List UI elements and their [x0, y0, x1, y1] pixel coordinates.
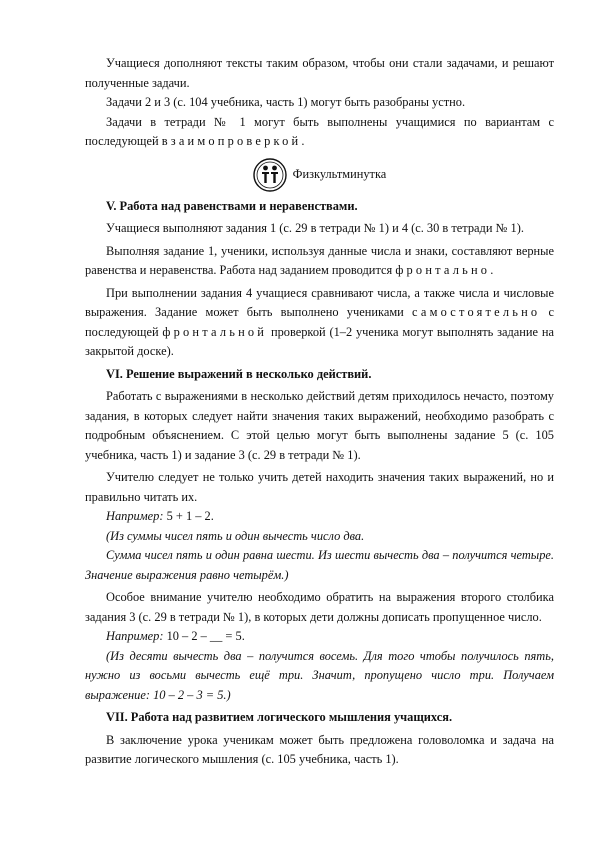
text-fragment: .: [490, 263, 494, 277]
text-fragment: проверкой (1–2 ученика могут выполнять задание на закрытой доске).: [85, 324, 554, 358]
spaced-term: фронтальной: [162, 324, 268, 339]
spaced-term: фронтально: [395, 263, 491, 277]
section-heading-5: V. Работа над равенствами и неравенствами.: [106, 198, 358, 213]
section-heading-6: VI. Решение выражений в несколько действий.: [106, 366, 372, 381]
paragraph-section5-task1: [85, 242, 554, 281]
example-expression: 5 + 1 – 2.: [163, 509, 214, 523]
example-2-note: (Из десяти вычесть два – получится восемь. Для того чтобы получилось пять, нужно из восьми вычесть ещё три. Значит, пропущено число три. Получаем выражение: 10 – 2 – 3 = 5.): [85, 648, 554, 702]
text-fragment: Задачи в тетради № 1 могут быть выполнены учащимися по вариантам с последующей: [85, 114, 554, 148]
two-people-icon: [253, 158, 287, 192]
physical-break-banner: [85, 155, 554, 195]
paragraph-section5-tasks: Учащиеся выполняют задания 1 (с. 29 в тетради № 1) и 4 (с. 30 в тетради № 1).: [106, 221, 524, 235]
example-2: [85, 627, 554, 647]
paragraph-workbook-tasks: [85, 113, 554, 152]
example-expression: 10 – 2 – __ = 5.: [163, 629, 245, 643]
paragraph-section6-reading: Учителю следует не только учить детей находить значения таких выражений, но и правильно читать их.: [85, 470, 554, 504]
text-fragment: При выполнении задания 4 учащиеся сравнивают числа, а также числа и числовые выражения. Задание может быть выполнено учениками: [85, 285, 554, 319]
paragraph-section5-task4: [85, 284, 554, 362]
example-1-note-2: Сумма чисел пять и один равна шести. Из шести вычесть два – получится четыре. Значение выражения равно четырём.): [85, 548, 554, 582]
section-heading-7: VII. Работа над развитием логического мышления учащихся.: [106, 710, 453, 724]
document-page: [85, 54, 554, 770]
spaced-term: самостоятельно: [412, 305, 541, 319]
example-label: Например:: [106, 629, 164, 643]
example-1-note-1: (Из суммы чисел пять и один вычесть число два.: [106, 528, 365, 543]
paragraph-section7-conclusion: В заключение урока ученикам может быть предложена головоломка и задача на развитие логического мышления (с. 105 учебника, часть 1).: [85, 732, 554, 766]
example-label: Например:: [106, 509, 164, 523]
paragraph-section6-missing-number: Особое внимание учителю необходимо обратить на выражения второго столбика задания 3 (с. 29 в тетради № 1), в которых дети должны дописать пропущенное число.: [85, 590, 554, 624]
text-fragment: .: [301, 134, 305, 148]
spaced-term: взаимопроверкой: [161, 134, 302, 148]
paragraph-tasks-oral: Задачи 2 и 3 (с. 104 учебника, часть 1) могут быть разобраны устно.: [106, 95, 466, 109]
text-fragment: с последующей: [85, 305, 554, 339]
text-fragment: Выполняя задание 1, ученики, используя данные числа и знаки, составляют верные равенства и неравенства. Работа над заданием проводится: [85, 243, 554, 277]
paragraph-section6-intro: Работать с выражениями в несколько действий детям приходилось нечасто, поэтому задания, в которых следует найти значения таких выражений, необходимо разобрать с подробным объяснением. С этой целью могут быть выполнены задание 5 (с. 105 учебника, часть 1) и задание 3 (с. 29 в тетради № 1).: [85, 389, 554, 462]
example-1: [85, 507, 554, 527]
banner-label: Физкультминутка: [292, 166, 387, 181]
paragraph-tasks-complete: Учащиеся дополняют тексты таким образом, чтобы они стали задачами, и решают полученные задачи.: [85, 56, 554, 90]
